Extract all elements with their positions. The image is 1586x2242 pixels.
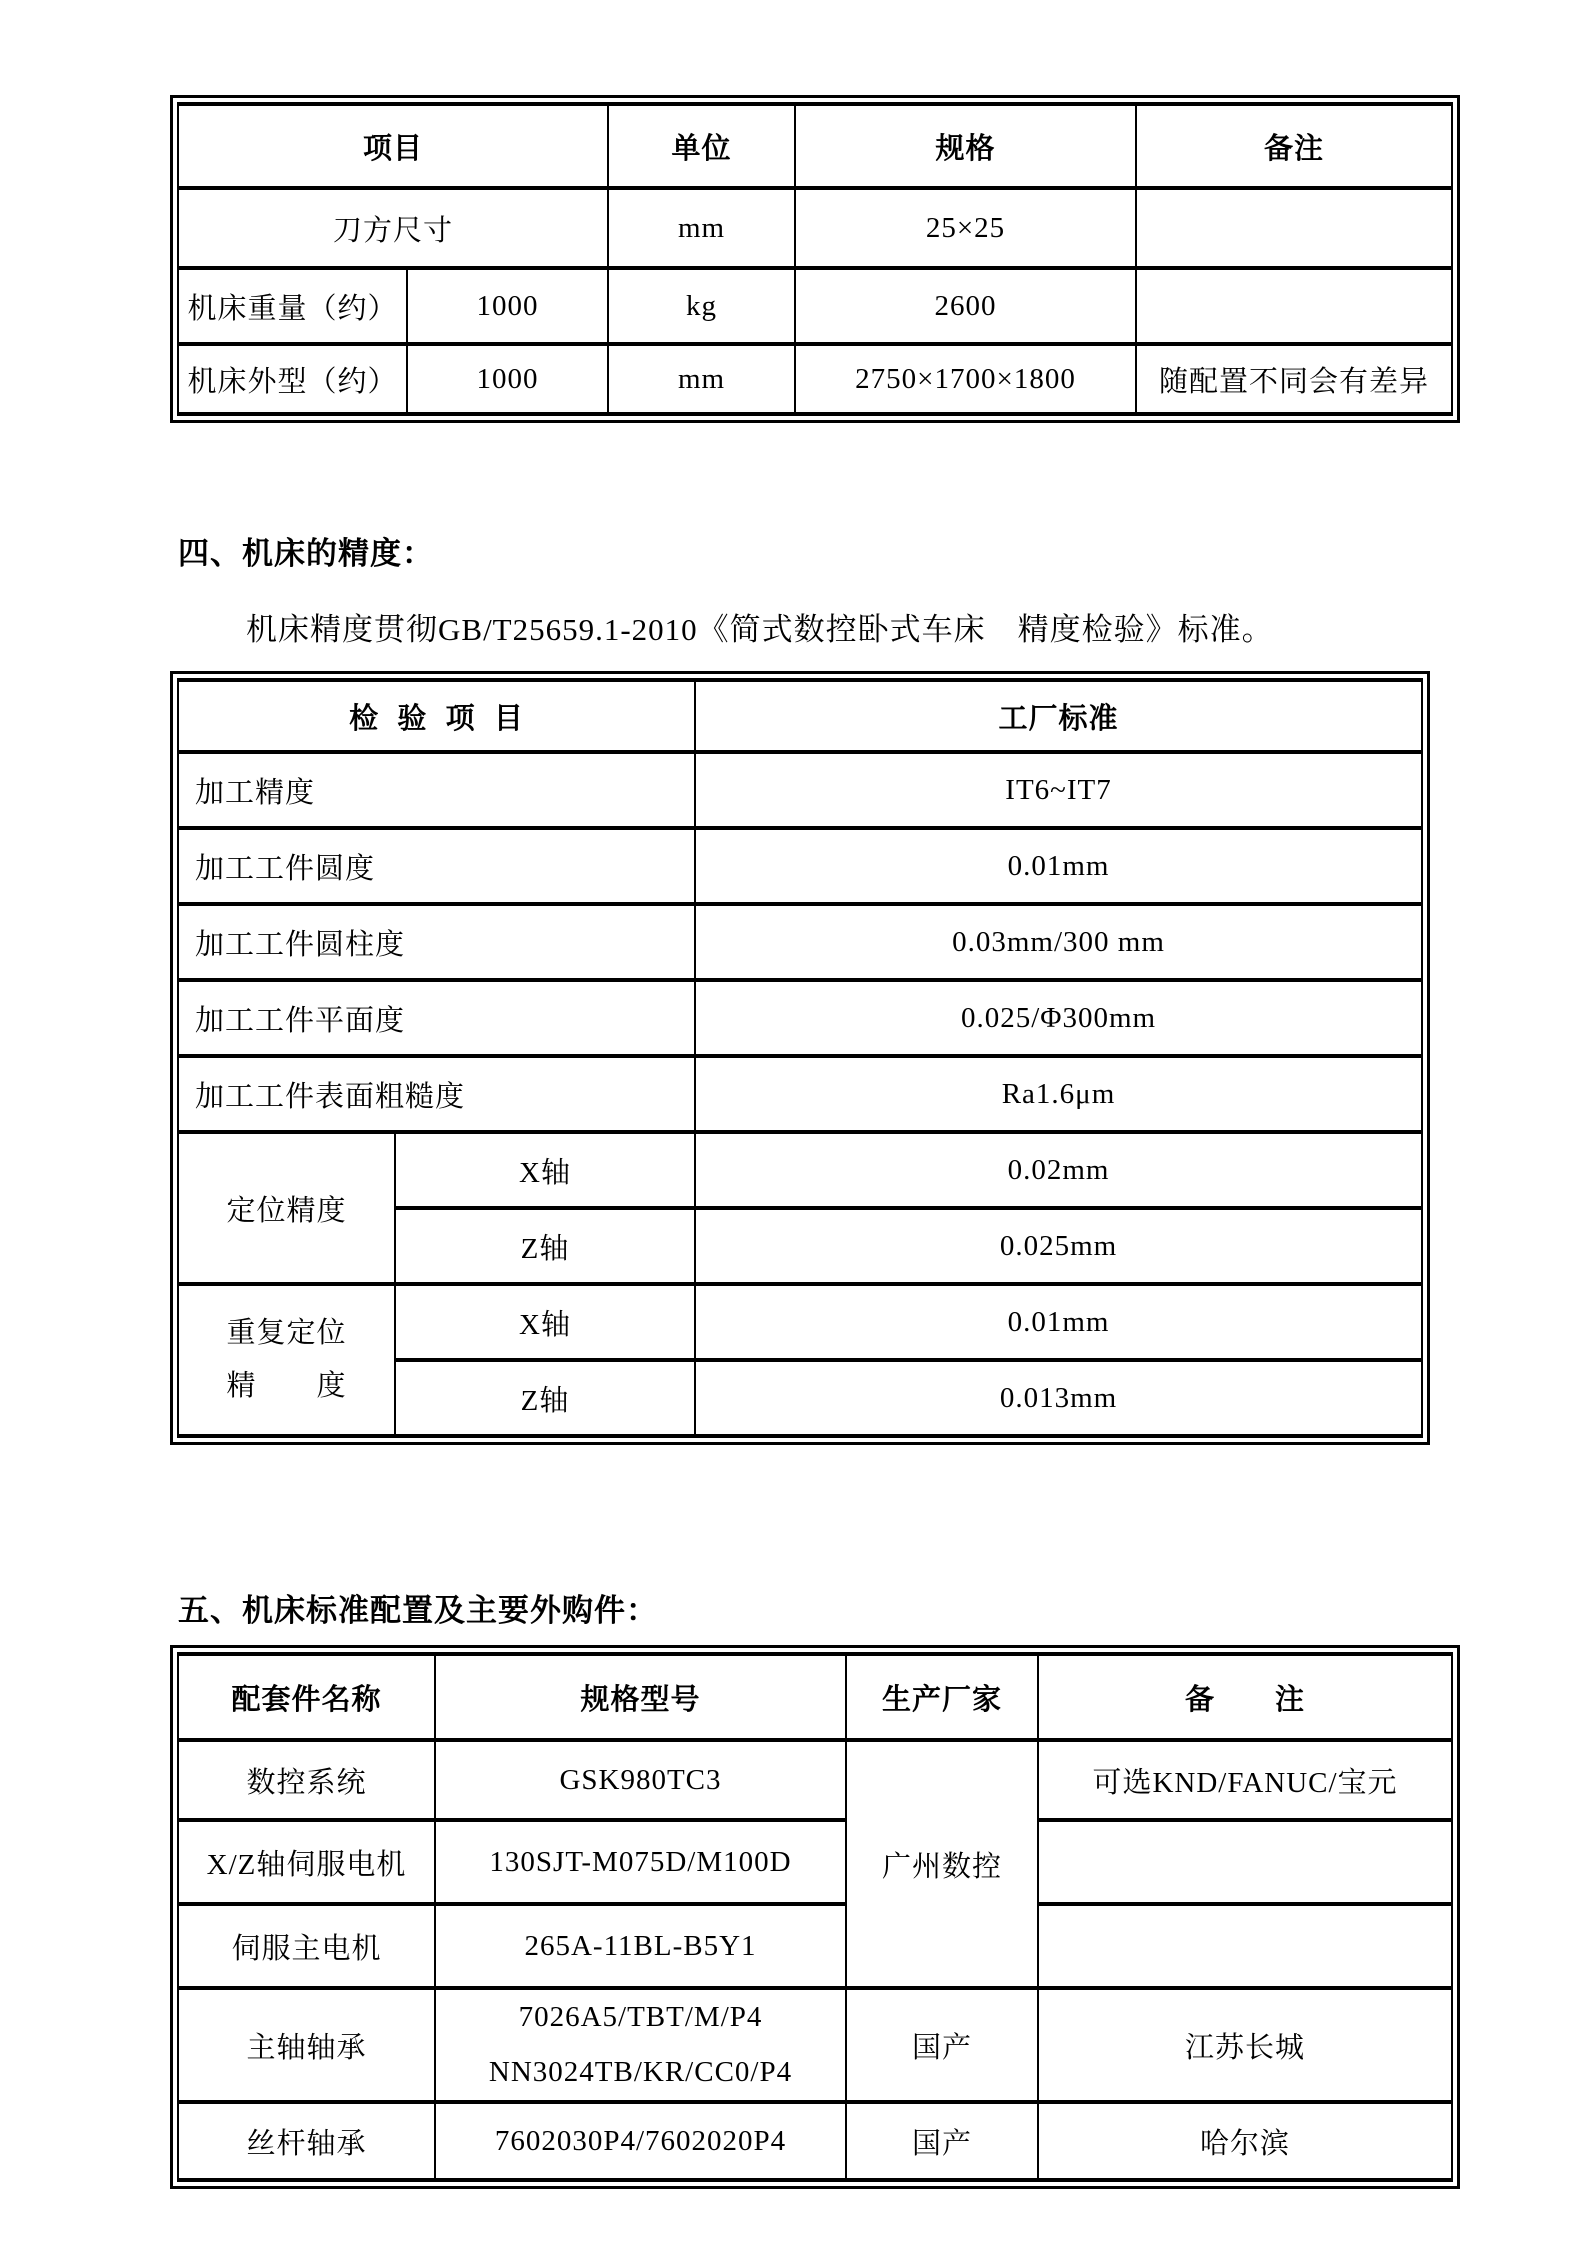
part-name-cell: 数控系统: [178, 1740, 435, 1820]
repeat-positioning-label-line1: 重复定位: [226, 1317, 347, 1349]
col-header-inspection-item: 检 验 项 目: [178, 680, 695, 752]
note-cell: 江苏长城: [1038, 1988, 1452, 2102]
maker-cell: 国产: [846, 2102, 1038, 2180]
maker-cell: 国产: [846, 1988, 1038, 2102]
precision-standard-note: 机床精度贯彻GB/T25659.1-2010《简式数控卧式车床 精度检验》标准。: [246, 612, 1274, 647]
item-name-cell: 机床外型（约）: [178, 344, 407, 414]
unit-cell: mm: [608, 344, 795, 414]
table-row: [178, 1988, 1452, 2102]
inspection-item-cell: 加工工件圆柱度: [178, 904, 695, 980]
table-row: [178, 980, 1422, 1056]
item-name-cell: 刀方尺寸: [178, 188, 608, 268]
configuration-table: [170, 1645, 1460, 2189]
note-cell: [1038, 1904, 1452, 1988]
part-name-cell: X/Z轴伺服电机: [178, 1820, 435, 1904]
axis-cell: Z轴: [395, 1360, 695, 1436]
col-header-note: 备 注: [1038, 1654, 1452, 1740]
table-row: [178, 1740, 1452, 1820]
model-line2: NN3024TB/KR/CC0/P4: [488, 2056, 793, 2088]
table-row: [178, 104, 1452, 188]
col-header-item: 项目: [178, 104, 608, 188]
spec-cell: 2750×1700×1800: [795, 344, 1136, 414]
table-row: [178, 828, 1422, 904]
repeat-positioning-label-line2: 精 度: [226, 1370, 347, 1402]
axis-cell: X轴: [395, 1284, 695, 1360]
table-row: [178, 188, 1452, 268]
table-row: [178, 1284, 1422, 1360]
table-row: [178, 1654, 1452, 1740]
table-row: [178, 680, 1422, 752]
model-cell: 130SJT-M075D/M100D: [435, 1820, 846, 1904]
note-cell: [1038, 1820, 1452, 1904]
col-header-model: 规格型号: [435, 1654, 846, 1740]
section-heading-precision: 四、机床的精度：: [178, 536, 434, 571]
axis-cell: X轴: [395, 1132, 695, 1208]
part-name-cell: 主轴轴承: [178, 1988, 435, 2102]
factory-standard-cell: Ra1.6μm: [695, 1056, 1422, 1132]
note-cell: [1136, 268, 1452, 344]
model-line1: 7026A5/TBT/M/P4: [518, 2001, 763, 2033]
model-cell: 7602030P4/7602020P4: [435, 2102, 846, 2180]
note-cell: [1136, 188, 1452, 268]
col-header-unit: 单位: [608, 104, 795, 188]
note-cell: 随配置不同会有差异: [1136, 344, 1452, 414]
axis-value-cell: 0.01mm: [695, 1284, 1422, 1360]
table-row: [178, 2102, 1452, 2180]
factory-standard-cell: 0.01mm: [695, 828, 1422, 904]
factory-standard-cell: IT6~IT7: [695, 752, 1422, 828]
inspection-item-cell: 加工精度: [178, 752, 695, 828]
unit-cell: mm: [608, 188, 795, 268]
maker-cell: 广州数控: [846, 1740, 1038, 1988]
factory-standard-cell: 0.03mm/300 mm: [695, 904, 1422, 980]
table-row: [178, 268, 1452, 344]
machine-size-table: [170, 95, 1460, 423]
factory-standard-cell: 0.025/Φ300mm: [695, 980, 1422, 1056]
col-header-note: 备注: [1136, 104, 1452, 188]
section-heading-configuration: 五、机床标准配置及主要外购件：: [178, 1593, 658, 1628]
axis-value-cell: 0.013mm: [695, 1360, 1422, 1436]
positioning-accuracy-label: 定位精度: [178, 1132, 395, 1284]
part-name-cell: 丝杆轴承: [178, 2102, 435, 2180]
col-header-maker: 生产厂家: [846, 1654, 1038, 1740]
repeat-positioning-label: [178, 1284, 395, 1436]
item-name-cell: 机床重量（约）: [178, 268, 407, 344]
table-row: [178, 1132, 1422, 1208]
spec-cell: 25×25: [795, 188, 1136, 268]
inspection-item-cell: 加工工件平面度: [178, 980, 695, 1056]
note-cell: 可选KND/FANUC/宝元: [1038, 1740, 1452, 1820]
inspection-item-cell: 加工工件表面粗糙度: [178, 1056, 695, 1132]
model-cell: GSK980TC3: [435, 1740, 846, 1820]
col-header-part: 配套件名称: [178, 1654, 435, 1740]
table-row: [178, 1904, 1452, 1988]
col-header-factory-standard: 工厂标准: [695, 680, 1422, 752]
item-qty-cell: 1000: [407, 268, 608, 344]
table-row: [178, 1820, 1452, 1904]
axis-value-cell: 0.025mm: [695, 1208, 1422, 1284]
table-row: [178, 1056, 1422, 1132]
inspection-item-cell: 加工工件圆度: [178, 828, 695, 904]
precision-table: [170, 671, 1430, 1445]
table-row: [178, 904, 1422, 980]
part-name-cell: 伺服主电机: [178, 1904, 435, 1988]
table-row: [178, 344, 1452, 414]
note-cell: 哈尔滨: [1038, 2102, 1452, 2180]
model-cell: [435, 1988, 846, 2102]
unit-cell: kg: [608, 268, 795, 344]
axis-value-cell: 0.02mm: [695, 1132, 1422, 1208]
table-row: [178, 752, 1422, 828]
spec-cell: 2600: [795, 268, 1136, 344]
col-header-spec: 规格: [795, 104, 1136, 188]
model-cell: 265A-11BL-B5Y1: [435, 1904, 846, 1988]
axis-cell: Z轴: [395, 1208, 695, 1284]
item-qty-cell: 1000: [407, 344, 608, 414]
